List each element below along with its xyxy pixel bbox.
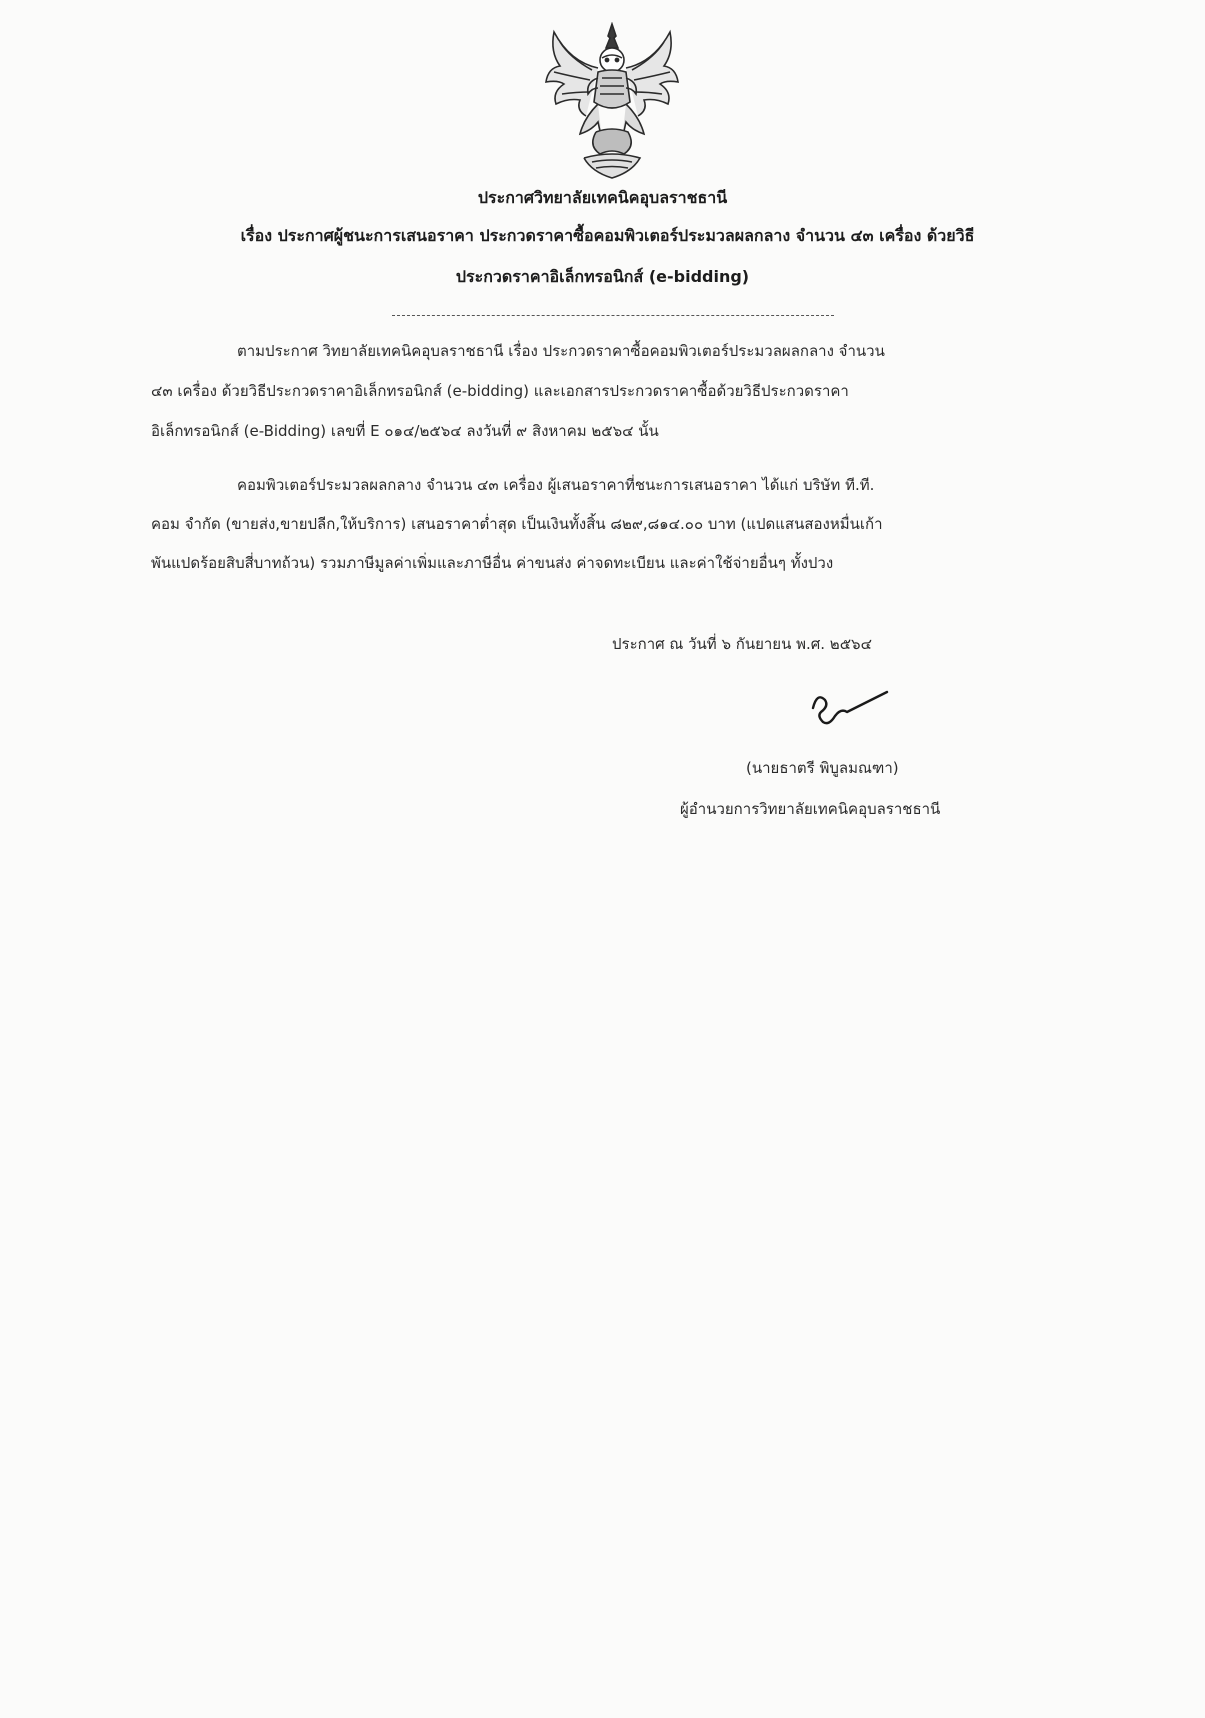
para1-line2: ๔๓ เครื่อง ด้วยวิธีประกวดราคาอิเล็กทรอนิกส์ (e-bidding) และเอกสารประกวดราคาซื้อด้วยวิธีประกวดราคา [151,382,849,400]
para1-line3: อิเล็กทรอนิกส์ (e-Bidding) เลขที่ E ๐๑๔/๒๕๖๔ ลงวันที่ ๙ สิงหาคม ๒๕๖๔ นั้น [151,422,659,440]
title-divider [392,315,834,316]
para2-line1: คอมพิวเตอร์ประมวลผลกลาง จำนวน ๔๓ เครื่อง ผู้เสนอราคาที่ชนะการเสนอราคา ได้แก่ บริษัท ที.ที. [237,476,875,494]
announcement-date: ประกาศ ณ วันที่ ๖ กันยายน พ.ศ. ๒๕๖๔ [612,635,872,653]
para1-line1: ตามประกาศ วิทยาลัยเทคนิคอุบลราชธานี เรื่อง ประกวดราคาซื้อคอมพิวเตอร์ประมวลผลกลาง จำนวน [237,342,885,360]
para2-line3: พันแปดร้อยสิบสี่บาทถ้วน) รวมภาษีมูลค่าเพิ่มและภาษีอื่น ค่าขนส่ง ค่าจดทะเบียน และค่าใช้จ่ายอื่นๆ ทั้งปวง [151,554,834,572]
garuda-emblem-icon [540,22,684,182]
signer-position: ผู้อำนวยการวิทยาลัยเทคนิคอุบลราชธานี [680,800,941,818]
document-title: ประกาศวิทยาลัยเทคนิคอุบลราชธานี [477,188,728,207]
handwritten-signature-icon [807,686,891,730]
signer-name: (นายธาตรี พิบูลมณฑา) [746,759,899,777]
para2-line2: คอม จำกัด (ขายส่ง,ขายปลีก,ให้บริการ) เสนอราคาต่ำสุด เป็นเงินทั้งสิ้น ๘๒๙,๘๑๔.๐๐ บาท (แปดแสนสองหมื่นเก้า [151,515,883,533]
subject-line-2: ประกวดราคาอิเล็กทรอนิกส์ (e-bidding) [455,267,750,286]
subject-line-1: เรื่อง ประกาศผู้ชนะการเสนอราคา ประกวดราคาซื้อคอมพิวเตอร์ประมวลผลกลาง จำนวน ๔๓ เครื่อง ด้วยวิธี [240,226,975,245]
